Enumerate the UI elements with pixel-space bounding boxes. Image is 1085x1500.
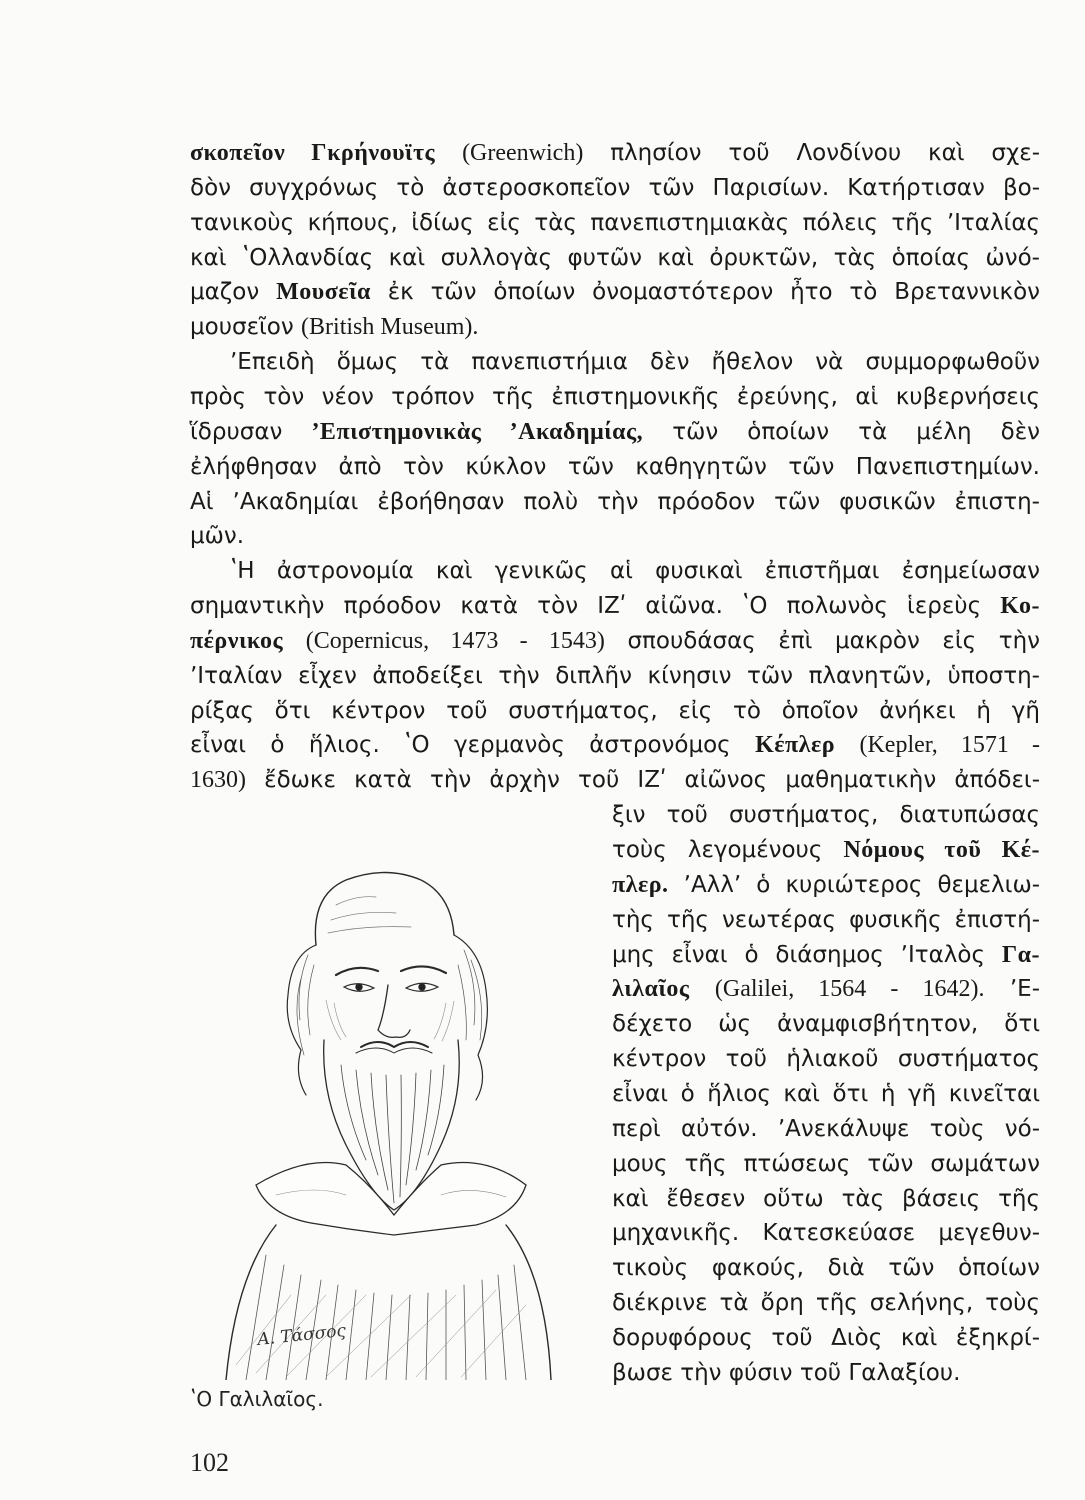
text-line [190, 762, 1040, 798]
latin-text: (Copernicus, 1473 - 1543) [305, 627, 605, 654]
text-run: Αἱ ʼΑκαδημίαι ἐβοήθησαν πολὺ τὴν πρόοδον τῶν φυσικῶν ἐπιστη- [190, 488, 1040, 515]
text-line [612, 867, 1040, 903]
text-run: καὶ ʽΟλλανδίας καὶ συλλογὰς φυτῶν καὶ ὀρυκτῶν, τὰς ὁποίας ὠνό- [190, 244, 1040, 271]
latin-text: (British Museum). [301, 314, 479, 341]
bold-term: Νόμους τοῦ Κέ- [843, 837, 1040, 863]
text-line [612, 1215, 1040, 1251]
text-run [435, 140, 462, 166]
text-line [612, 1320, 1040, 1356]
text-line [612, 971, 1040, 1007]
text-run: ξιν τοῦ συστήματος, διατυπώσας [612, 802, 1040, 829]
text-line [612, 1355, 1040, 1391]
text-run: ʼΙταλίαν εἶχεν ἀποδείξει τὴν διπλῆν κίνησιν τῶν πλανητῶν, ὑποστη- [190, 662, 1040, 689]
text-line [190, 449, 1040, 485]
bold-term: σκοπεῖον Γκρήνουϊτς [190, 140, 436, 166]
text-run: ἐλήφθησαν ἀπὸ τὸν κύκλον τῶν καθηγητῶν τῶν Πανεπιστημίων. [190, 453, 1040, 480]
text-run: δέχετο ὡς ἀναμφισβήτητον, ὅτι [612, 1011, 1040, 1038]
bold-term: Κέπλερ [755, 732, 836, 759]
text-run: σπουδάσας ἐπὶ μακρὸν εἰς τὴν [604, 627, 1041, 654]
text-run: κέντρον τοῦ ἡλιακοῦ συστήματος [612, 1046, 1040, 1073]
bold-term: λιλαῖος [612, 976, 690, 1003]
text-line [190, 240, 1040, 276]
signature: Α. Τάσσος [256, 1320, 347, 1350]
bold-term: πλερ. [612, 871, 669, 898]
text-run: βωσε τὴν φύσιν τοῦ Γαλαξίου. [612, 1359, 961, 1386]
latin-text: (Galilei, 1564 - 1642). [714, 976, 985, 1003]
text-run: πλησίον τοῦ Λονδίνου καὶ σχε- [583, 140, 1040, 166]
text-line [612, 832, 1040, 868]
text-line [190, 344, 1040, 380]
text-run: πρὸς τὸν νέον τρόπον τῆς ἐπιστημονικῆς ἐρεύνης, αἱ κυβερνήσεις [190, 383, 1040, 410]
text-line [190, 309, 1040, 345]
text-line [612, 1041, 1040, 1077]
text-line [190, 727, 1040, 763]
text-run: μηχανικῆς. Κατεσκεύασε μεγεθυν- [612, 1220, 1040, 1247]
text-line [190, 588, 1040, 624]
text-run [283, 628, 306, 654]
text-run: μουσεῖον [190, 314, 302, 341]
text-run: τανικοὺς κήπους, ἰδίως εἰς τὰς πανεπιστημιακὰς πόλεις τῆς ʼΙταλίας [190, 209, 1040, 236]
text-run: ἵδρυσαν [190, 418, 312, 445]
page-number: 102 [190, 1448, 229, 1477]
text-line [190, 553, 1040, 589]
text-run: καὶ ἔθεσεν οὕτω τὰς βάσεις τῆς [612, 1185, 1040, 1212]
text-run: διέκρινε τὰ ὄρη τῆς σελήνης, τοὺς [612, 1290, 1040, 1317]
text-run: μους τῆς πτώσεως τῶν σωμάτων [612, 1150, 1040, 1177]
text-run: τοὺς λεγομένους [612, 837, 844, 863]
text-line [612, 1181, 1040, 1217]
text-line [612, 1076, 1040, 1112]
text-run: ἔδωκε κατὰ τὴν ἀρχὴν τοῦ ΙΖʹ αἰῶνος μαθηματικὴν ἀπόδει- [246, 767, 1040, 794]
text-line [190, 379, 1040, 415]
bold-term: Κο- [1000, 593, 1040, 620]
bold-term: Μουσεῖα [276, 279, 371, 306]
text-run: δὸν συγχρόνως τὸ ἀστεροσκοπεῖον τῶν Παρισίων. Κατήρτισαν βο- [190, 174, 1040, 201]
text-line [190, 170, 1040, 206]
text-line [612, 1006, 1040, 1042]
text-line [190, 414, 1040, 450]
text-run: ʽΗ ἀστρονομία καὶ γενικῶς αἱ φυσικαὶ ἐπιστῆμαι ἐσημείωσαν [230, 558, 1040, 585]
latin-text: (Greenwich) [462, 140, 584, 166]
bold-term: πέρνικος [190, 627, 284, 654]
bold-term: Γα- [1001, 941, 1040, 968]
text-line [190, 518, 1040, 554]
text-run: εἶναι ὁ ἥλιος καὶ ὅτι ἡ γῆ κινεῖται [612, 1080, 1040, 1107]
text-run: μαζον [190, 279, 277, 306]
text-line [612, 1111, 1040, 1147]
galileo-portrait [196, 825, 581, 1380]
text-run: ρίξας ὅτι κέντρον τοῦ συστήματος, εἰς τὸ ὁποῖον ἀνήκει ἡ γῆ [190, 697, 1040, 724]
text-line [612, 1146, 1040, 1182]
text-run: περὶ αὐτόν. ʼΑνεκάλυψε τοὺς νό- [612, 1115, 1040, 1142]
text-line [612, 797, 1040, 833]
text-run: ʼΕ- [984, 976, 1040, 1003]
latin-text: (Kepler, 1571 - [859, 732, 1040, 759]
text-run: τικοὺς φακούς, διὰ τῶν ὁποίων [612, 1255, 1040, 1282]
text-run [835, 732, 859, 758]
text-line [190, 205, 1040, 241]
text-run: τῶν ὁποίων τὰ μέλη δὲν [643, 418, 1040, 445]
text-line [190, 274, 1040, 310]
text-run: ʼΑλλʼ ὁ κυριώτερος θεμελιω- [668, 871, 1040, 898]
latin-text: 1630) [190, 767, 246, 794]
text-line [612, 1250, 1040, 1286]
text-line [612, 902, 1040, 938]
bold-term: ʼΕπιστημονικὰς ʼΑκαδημίας, [311, 418, 644, 445]
text-line [190, 623, 1040, 659]
text-run: μης εἶναι ὁ διάσημος ʼΙταλὸς [612, 941, 1002, 968]
text-run [689, 976, 714, 1002]
text-line [190, 135, 1040, 171]
text-run: ἐκ τῶν ὁποίων ὀνομαστότερον ἦτο τὸ Βρεταννικὸν [370, 279, 1040, 306]
text-line [190, 658, 1040, 694]
text-line [190, 484, 1040, 520]
text-line [612, 1285, 1040, 1321]
text-line [612, 937, 1040, 973]
figure-caption: ʽΟ Γαλιλαῖος. [190, 1387, 324, 1411]
text-line [190, 693, 1040, 729]
text-run: μῶν. [190, 523, 245, 550]
text-run: εἶναι ὁ ἥλιος. ʽΟ γερμανὸς ἀστρονόμος [190, 732, 756, 759]
text-run: σημαντικὴν πρόοδον κατὰ τὸν ΙΖʹ αἰῶνα. ʽΟ πολωνὸς ἱερεὺς [190, 593, 1001, 620]
text-run: ʼΕπειδὴ ὅμως τὰ πανεπιστήμια δὲν ἤθελον νὰ συμμορφωθοῦν [230, 349, 1040, 376]
text-run: τὴς τῆς νεωτέρας φυσικῆς ἐπιστή- [612, 906, 1040, 933]
text-run: δορυφόρους τοῦ Διὸς καὶ ἐξηκρί- [612, 1324, 1040, 1351]
